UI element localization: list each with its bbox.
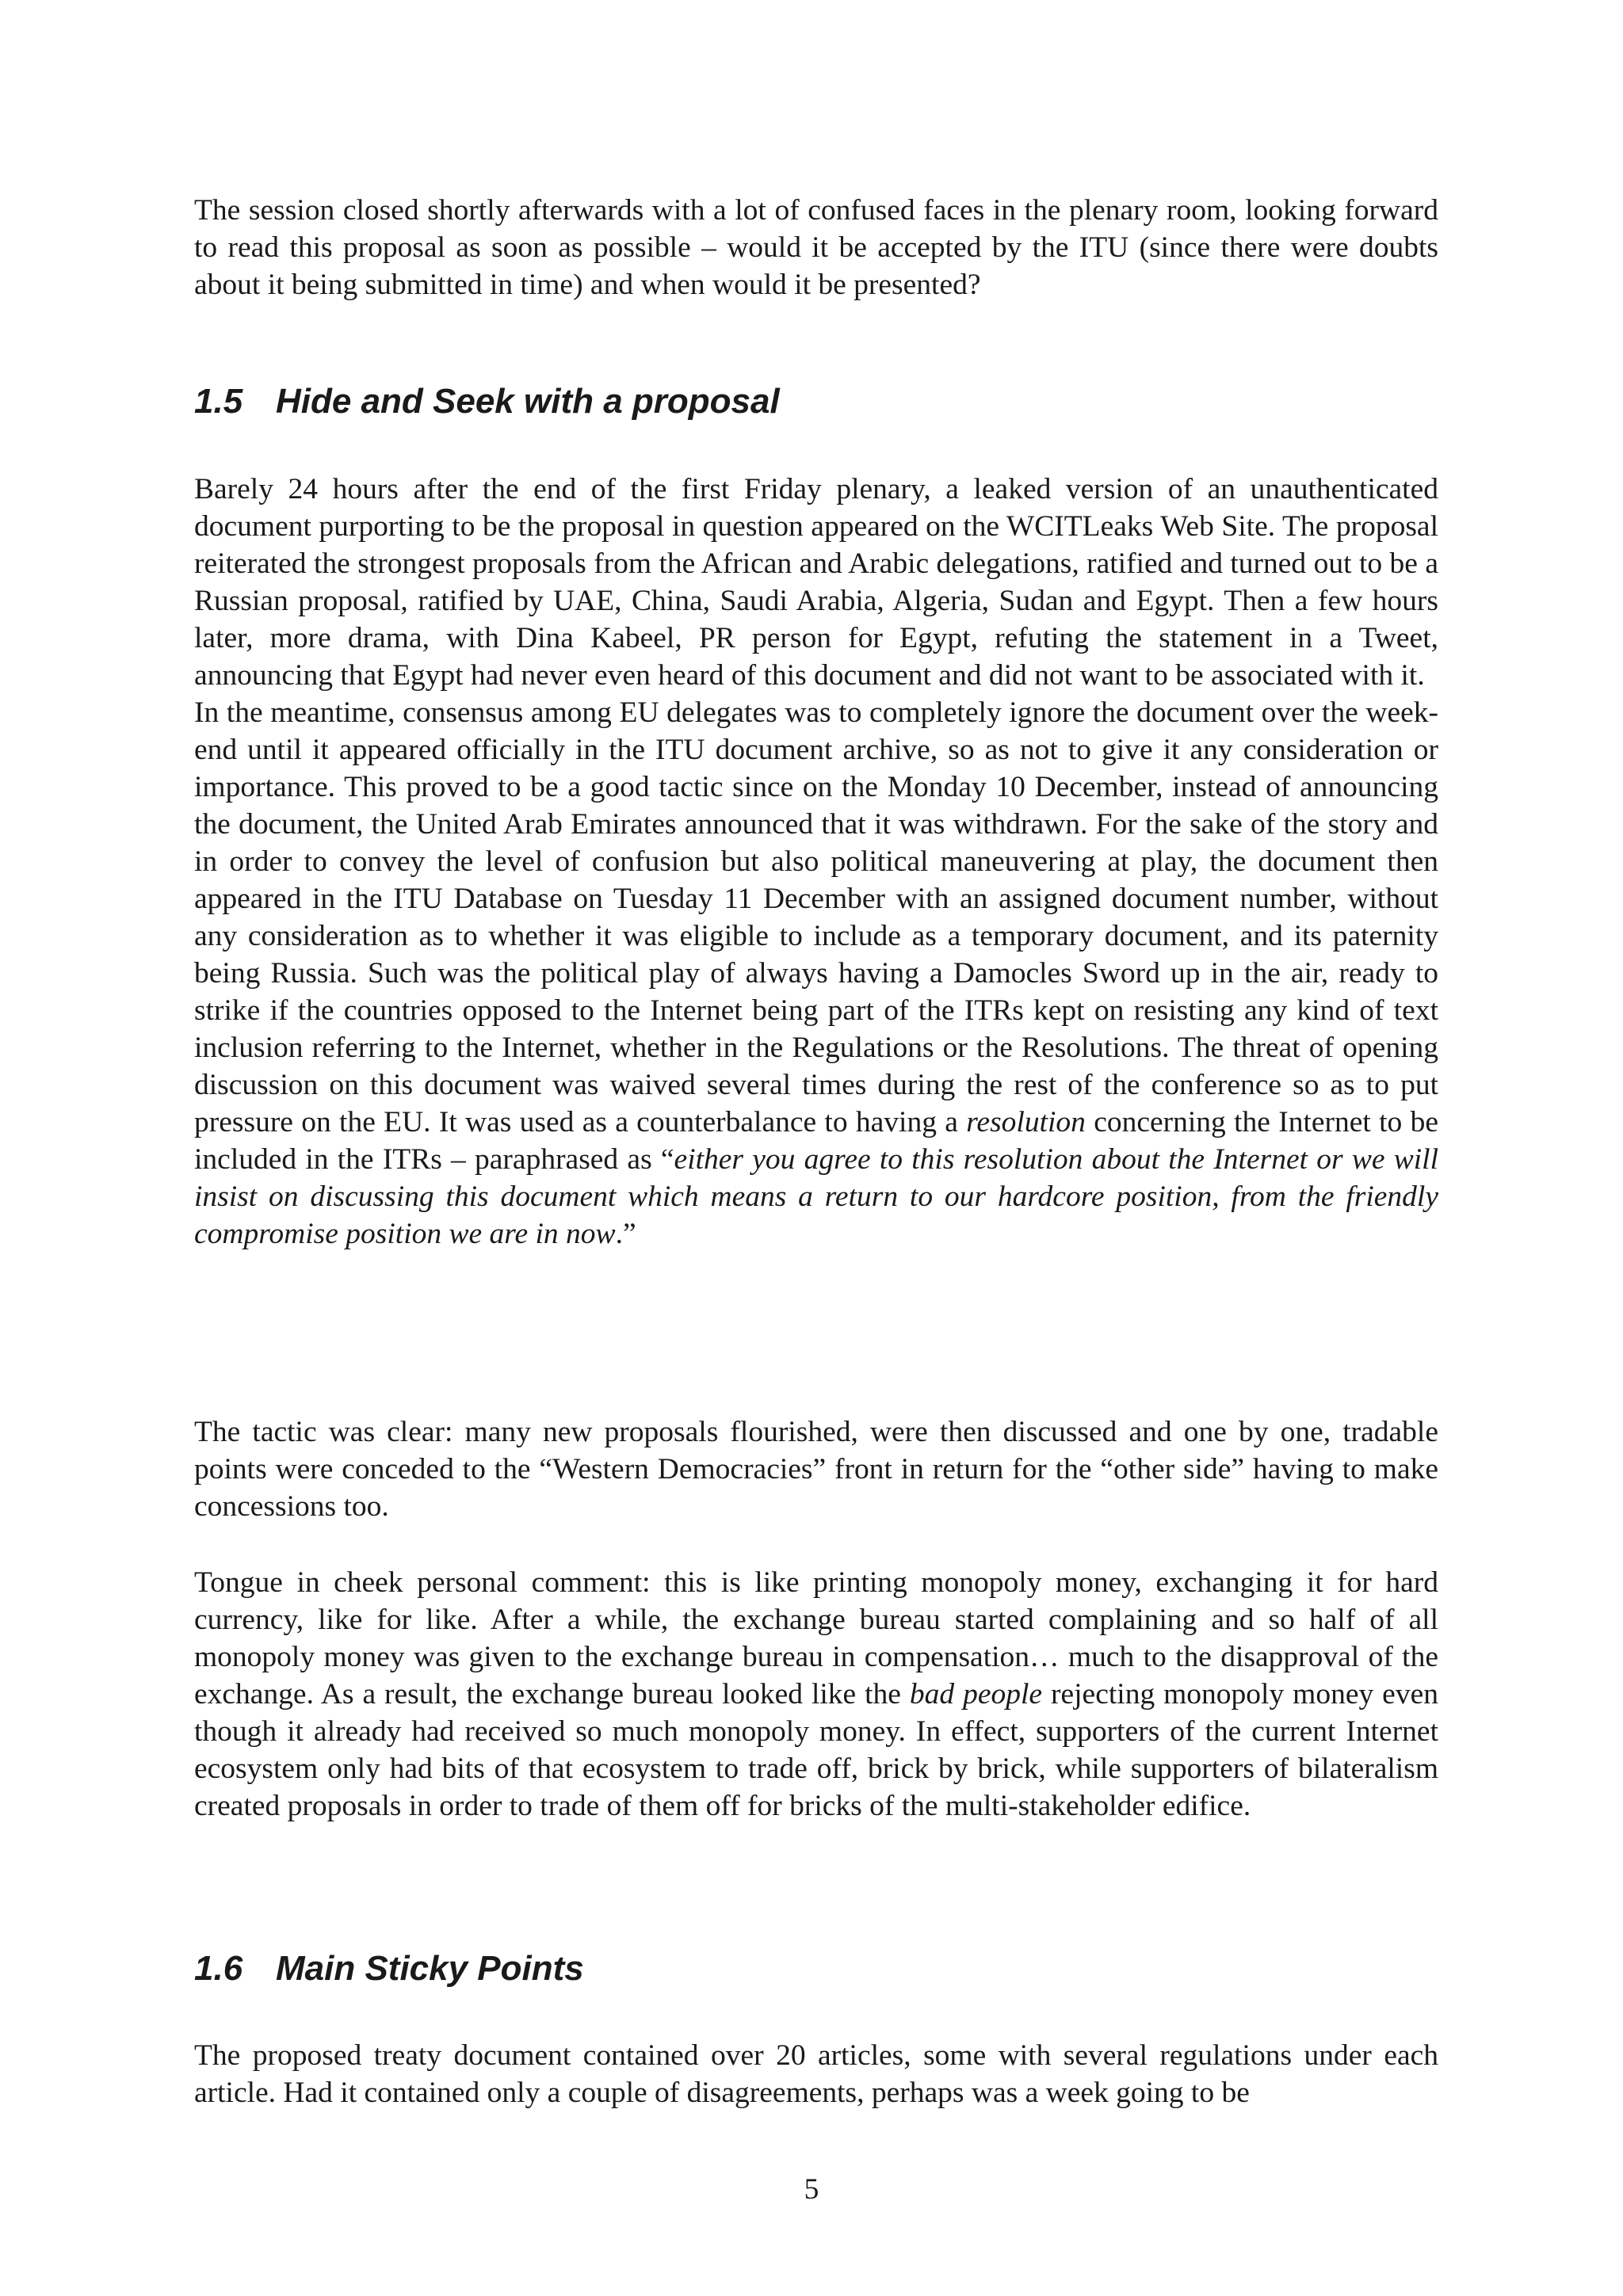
section-number: 1.5 xyxy=(194,382,243,421)
paragraph-text: Tongue in cheek personal comment: this is like printing monopoly money, exchanging it for hard currency, like for like. After a while, the exchange bureau started complaining and so half of all monopoly money was given to the exchange bureau in compensation… much to the disapproval of the exchange. As a result, the exchange bureau looked like the xyxy=(194,1566,1438,1711)
italic-text: resolution xyxy=(966,1106,1086,1138)
italic-text: bad people xyxy=(909,1678,1043,1711)
paragraph-text: .” xyxy=(615,1218,636,1250)
section-title: Hide and Seek with a proposal xyxy=(276,382,780,421)
section-title: Main Sticky Points xyxy=(276,1949,584,1988)
paragraph-treaty-document xyxy=(194,2037,1438,2111)
paragraph-text xyxy=(194,1564,1438,1825)
paragraph-session-closed xyxy=(194,192,1438,303)
paragraph-text: The proposed treaty document contained over 20 articles, some with several regulations under each article. Had it contained only a couple of disagreements, perhaps was a week going to be xyxy=(194,2039,1438,2109)
paragraph-text: The tactic was clear: many new proposals flourished, were then discussed and one by one, tradable points were conceded to the “Western Democracies” front in return for the “other side” having to make concessions too. xyxy=(194,1416,1438,1523)
paragraph-meantime xyxy=(194,694,1438,1253)
section-heading-1-6 xyxy=(194,1947,584,1991)
paragraph-text: In the meantime, consensus among EU delegates was to completely ignore the document over the week-end until it appeared officially in the ITU document archive, so as not to give it any consideration or importance. This proved to be a good tactic since on the Monday 10 December, instead of announcing the document, the United Arab Emirates announced that it was withdrawn. For the sake of the story and in order to convey the level of confusion but also political maneuvering at play, the document then appeared in the ITU Database on Tuesday 11 December with an assigned document number, without any consideration as to whether it was eligible to include as a temporary document, and its paternity being Russia. Such was the political play of always having a Damocles Sword up in the air, ready to strike if the countries opposed to the Internet being part of the ITRs kept on resisting any kind of text inclusion referring to the Internet, whether in the Regulations or the Resolutions. The threat of opening discussion on this document was waived several times during the rest of the conference so as to put pressure on the EU. It was used as a counterbalance to having a xyxy=(194,696,1438,1138)
section-heading-1-5 xyxy=(194,379,780,424)
page-number: 5 xyxy=(804,2173,819,2206)
section-1-5-body xyxy=(194,471,1438,1253)
paragraph-text: The session closed shortly afterwards with a lot of confused faces in the plenary room, looking forward to read this proposal as soon as possible – would it be accepted by the ITU (since there were doubts about it being submitted in time) and when would it be presented? xyxy=(194,194,1438,301)
section-number: 1.6 xyxy=(194,1949,243,1988)
paragraph-text: concerning the Internet to be included in the ITRs – paraphrased as “ xyxy=(194,1106,1438,1176)
italic-quote: either you agree to this resolution about the Internet or we will insist on discussing this document which means a return to our hardcore position, from the friendly compromise position we are in now xyxy=(194,1143,1439,1250)
paragraph-tactic xyxy=(194,1413,1438,1525)
paragraph-leaked-document: Barely 24 hours after the end of the first Friday plenary, a leaked version of an unauthenticated document purporting to be the proposal in question appeared on the WCITLeaks Web Site. The proposal reiterated the strongest proposals from the African and Arabic delegations, ratified and turned out to be a Russian proposal, ratified by UAE, China, Saudi Arabia, Algeria, Sudan and Egypt. Then a few hours later, more drama, with Dina Kabeel, PR person for Egypt, refuting the statement in a Tweet, announcing that Egypt had never even heard of this document and did not want to be associated with it. xyxy=(194,473,1438,692)
paragraph-tongue-in-cheek xyxy=(194,1564,1438,1825)
paragraph-text: rejecting monopoly money even though it already had received so much monopoly money. In effect, supporters of the current Internet ecosystem only had bits of that ecosystem to trade off, brick by brick, while supporters of bilateralism created proposals in order to trade of them off for bricks of the multi-stakeholder edifice. xyxy=(194,1678,1438,1822)
